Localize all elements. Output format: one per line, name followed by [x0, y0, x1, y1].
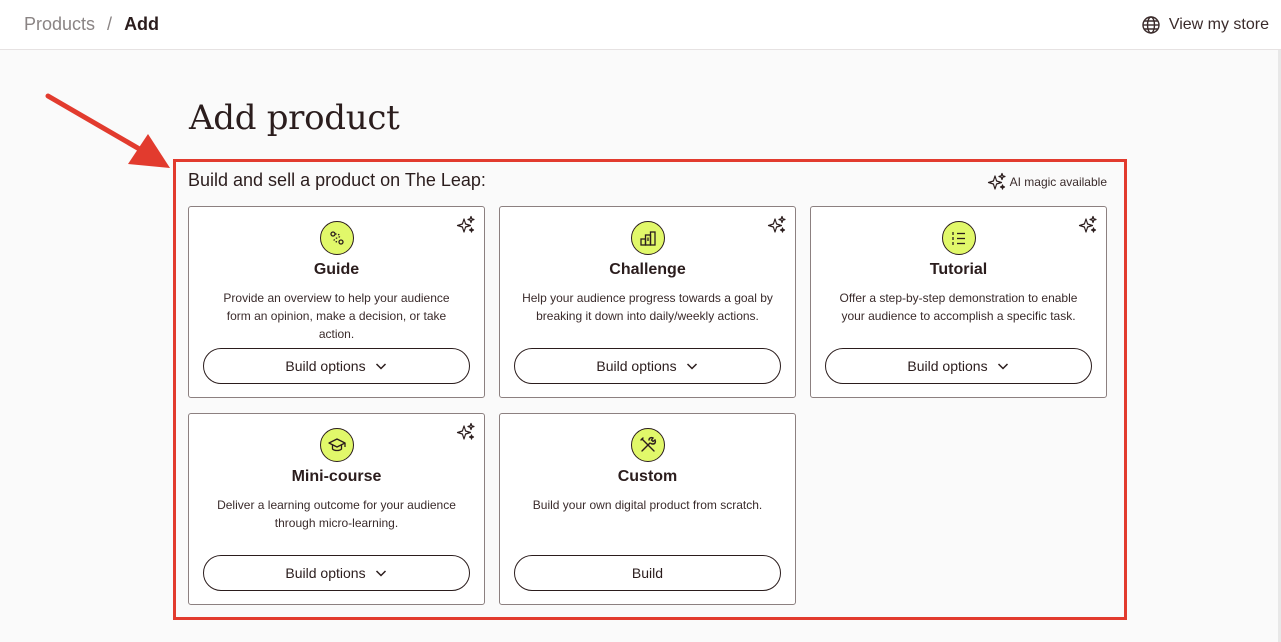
- button-label: Build options: [285, 358, 366, 374]
- chevron-down-icon: [996, 359, 1010, 373]
- chevron-down-icon: [374, 566, 388, 580]
- button-label: Build options: [596, 358, 677, 374]
- card-title: Custom: [617, 468, 678, 485]
- card-title: Challenge: [609, 261, 686, 278]
- annotation-arrow-icon: [40, 88, 180, 178]
- product-card-custom: [499, 413, 796, 605]
- breadcrumb-products-link[interactable]: Products: [24, 14, 96, 34]
- view-my-store-link[interactable]: [1141, 15, 1269, 35]
- sparkle-icon: [456, 215, 476, 235]
- sparkle-icon: [1078, 215, 1098, 235]
- card-description: Build your own digital product from scratch.: [532, 498, 763, 512]
- tools-icon: [631, 428, 665, 462]
- button-label: Build: [631, 565, 664, 581]
- graduation-cap-icon: [320, 428, 354, 462]
- chevron-down-icon: [685, 359, 699, 373]
- build-button[interactable]: [514, 555, 781, 591]
- ai-magic-badge: [987, 172, 1107, 192]
- button-label: Build options: [285, 565, 366, 581]
- card-title: Guide: [313, 261, 360, 278]
- card-description: Offer a step-by-step demonstration to enable your audience to accomplish a specific task.: [839, 291, 1078, 323]
- globe-icon: [1141, 15, 1161, 35]
- top-bar: [0, 0, 1281, 50]
- card-title: Mini-course: [291, 468, 382, 485]
- product-card-tutorial: [810, 206, 1107, 398]
- ai-magic-label: AI magic available: [1009, 175, 1107, 189]
- breadcrumb-current: Add: [124, 14, 160, 34]
- sparkle-icon: [767, 215, 787, 235]
- sparkle-icon: [987, 172, 1007, 192]
- card-description: Provide an overview to help your audience form an opinion, make a decision, or take action.: [223, 291, 450, 341]
- card-description: Help your audience progress towards a goal by breaking it down into daily/weekly actions.: [522, 291, 773, 323]
- guide-route-icon: [320, 221, 354, 255]
- breadcrumb-separator: /: [107, 14, 113, 34]
- sparkle-icon: [456, 422, 476, 442]
- product-card-mini-course: [188, 413, 485, 605]
- podium-icon: [631, 221, 665, 255]
- product-card-guide: [188, 206, 485, 398]
- section-title: Build and sell a product on The Leap:: [188, 170, 486, 190]
- build-options-button[interactable]: [514, 348, 781, 384]
- card-description: Deliver a learning outcome for your audience through micro-learning.: [217, 498, 456, 530]
- build-options-button[interactable]: [825, 348, 1092, 384]
- view-my-store-label: View my store: [1168, 15, 1269, 33]
- page-title: Add product: [189, 98, 400, 138]
- chevron-down-icon: [374, 359, 388, 373]
- build-options-button[interactable]: [203, 348, 470, 384]
- numbered-list-icon: [942, 221, 976, 255]
- card-title: Tutorial: [929, 261, 988, 278]
- breadcrumb: [24, 14, 159, 35]
- button-label: Build options: [907, 358, 988, 374]
- product-card-challenge: [499, 206, 796, 398]
- build-options-button[interactable]: [203, 555, 470, 591]
